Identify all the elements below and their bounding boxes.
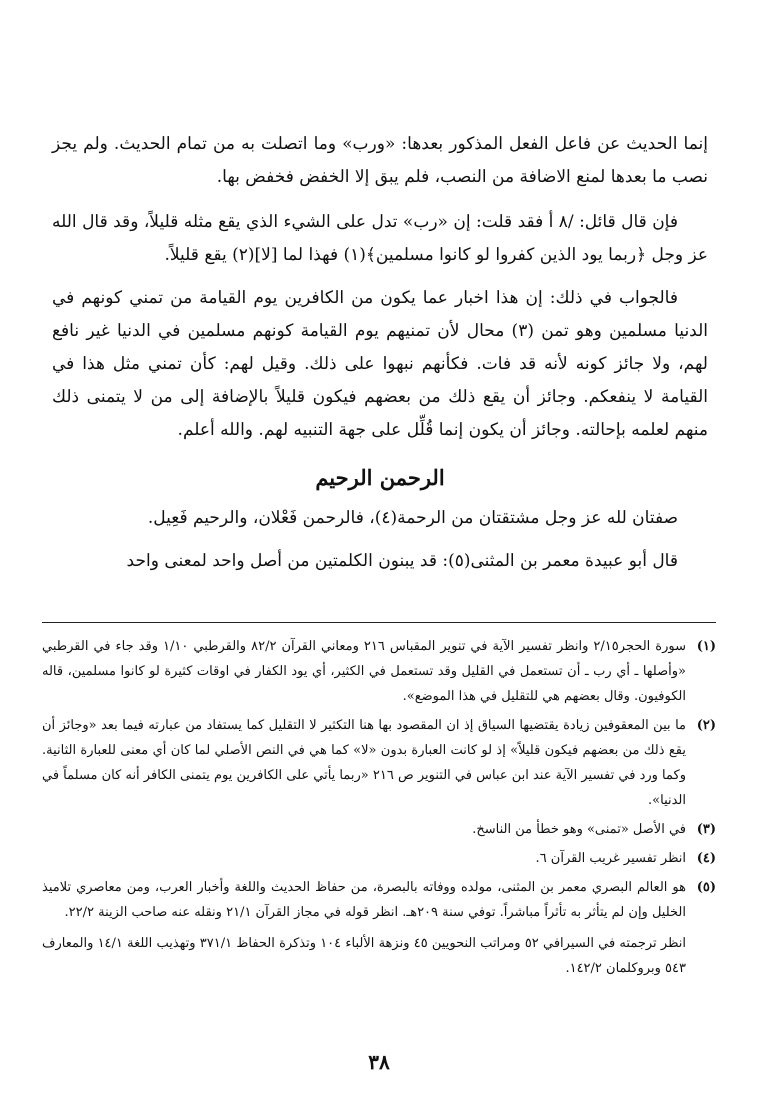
footnote-marker: (١) bbox=[696, 639, 716, 654]
footnote-divider bbox=[42, 622, 716, 623]
footnote-text: هو العالم البصري معمر بن المثنى، مولده ووفاته بالبصرة، من حفاظ الحديث واللغة وأخبار العرب، ومن معاصري تلاميذ الخليل وإن لم يتأثر به تأثراً مباشراً. توفي سنة ٢٠٩هـ. انظر قوله في مجاز القرآن ٢١/١ ونقله عنه صاحب الزينة ٢٢/٢. bbox=[42, 880, 686, 920]
footnotes-section bbox=[42, 634, 716, 981]
section-heading: الرحمن الرحيم bbox=[315, 465, 445, 490]
paragraph-answer: فالجواب في ذلك: إن هذا اخبار عما يكون من الكافرين يوم القيامة من تمني كونهم في الدنيا مسلمين وهو تمن (٣) محال لأن تمنيهم يوم القيامة كونهم مسلمين في الدنيا غير نافع لهم، ولا جائز كونه لأنه قد فات. فكأنهم نبهوا على ذلك. وقيل لهم: كأن تمني مثل هذا في القيامة لا ينفعكم. وجائز أن يقع ذلك من بعضهم فيكون قليلاً بالإضافة إلى من لا يتمنى ذلك منهم لعلمه بإحالته. وجائز أن يكون إنما قُلِّل على جهة التنبيه لهم. والله أعلم. bbox=[52, 288, 708, 440]
footnote-marker: (٤) bbox=[696, 851, 716, 866]
footnote-text: سورة الحجر٢/١٥ وانظر تفسير الآية في تنوير المقباس ٢١٦ ومعاني القرآن ٨٢/٢ والقرطبي ١/١٠ وقد جاء في القرطبي «وأصلها ـ أي رب ـ أن تستعمل في القليل وقد تستعمل في الكثير، أي يود الكفار في اوقات كثيرة لو كانوا مسلمين، قاله الكوفيون. وقال بعضهم هي للتقليل في هذا الموضع». bbox=[42, 639, 687, 704]
footnote-1 bbox=[42, 634, 716, 709]
paragraph-definition: صفتان لله عز وجل مشتقتان من الرحمة(٤)، فالرحمن فَعْلان، والرحيم فَعِيل. bbox=[147, 508, 678, 528]
footnote-marker: (٣) bbox=[696, 822, 716, 837]
footnote-5 bbox=[42, 875, 716, 925]
footnote-text: في الأصل «تمنى» وهو خطأ من الناسخ. bbox=[472, 822, 686, 837]
main-text bbox=[52, 128, 708, 588]
paragraph-objection: فإن قال قائل: /٨ أ فقد قلت: إن «رب» تدل على الشيء الذي يقع مثله قليلاً، وقد قال الله عز وجل ﴿ربما يود الذين كفروا لو كانوا مسلمين﴾(١) فهذا لما [لا](٢) يقع قليلاً. bbox=[52, 212, 708, 265]
footnote-text: ما بين المعقوفين زيادة يقتضيها السياق إذ ان المقصود بها هنا التكثير لا التقليل كما يستفاد من عبارته فيما بعد «وجائز أن يقع ذلك من بعضهم فيكون قليلاً» إذ لو كانت العبارة بدون «لا» كما هي في النص الأصلي لما كان أي معنى للعبارة الثانية. وكما ورد في تفسير الآية عند ابن عباس في التنوير ص ٢١٦ «ربما يأتي على الكافرين يوم يتمنى الكافر أنه كان مسلماً في الدنيا». bbox=[41, 718, 686, 808]
paragraph-continuation: إنما الحديث عن فاعل الفعل المذكور بعدها: «ورب» وما اتصلت به من تمام الحديث. ولم يجز نصب ما بعدها لمنع الاضافة من النصب، فلم يبق إلا الخفض فخفض بها. bbox=[52, 134, 708, 187]
footnote-5-continuation: انظر ترجمته في السيرافي ٥٢ ومراتب النحويين ٤٥ ونزهة الألباء ١٠٤ وتذكرة الحفاظ ٣٧١/١ وتهذيب اللغة ١٤/١ والمعارف ٥٤٣ وبروكلمان ١٤٢/٢. bbox=[42, 936, 686, 976]
footnote-3 bbox=[42, 817, 716, 842]
footnote-marker: (٥) bbox=[696, 880, 716, 895]
footnote-2 bbox=[42, 713, 716, 813]
paragraph-abu-ubaida: قال أبو عبيدة معمر بن المثنى(٥): قد يبنون الكلمتين من أصل واحد لمعنى واحد bbox=[126, 551, 678, 571]
footnote-marker: (٢) bbox=[696, 718, 716, 733]
page-number: ٣٨ bbox=[368, 1050, 390, 1074]
footnote-4 bbox=[42, 846, 716, 871]
footnote-text: انظر تفسير غريب القرآن ٦. bbox=[535, 851, 686, 866]
